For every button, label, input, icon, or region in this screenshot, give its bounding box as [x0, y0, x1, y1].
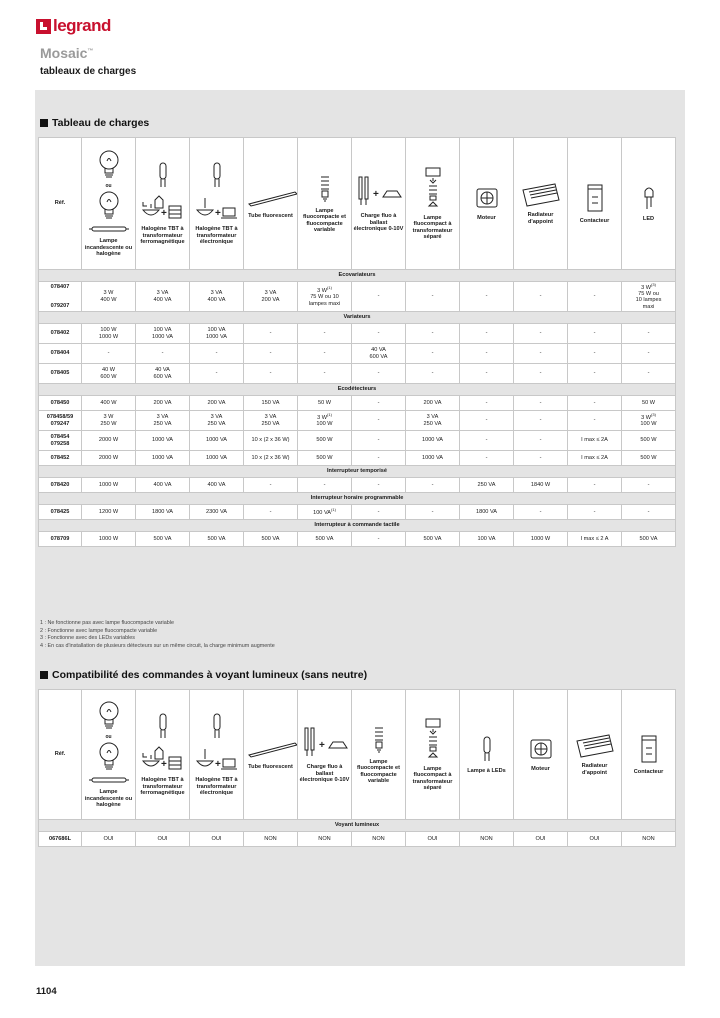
ref-cell: 078458/59 079247: [39, 411, 82, 431]
value-cell: 3 W 400 W: [82, 282, 136, 312]
value-cell: -: [190, 344, 244, 364]
value-cell: -: [460, 431, 514, 451]
table-row: [39, 364, 676, 384]
value-cell: I max ≤ 2A: [568, 431, 622, 451]
value-cell: 50 W: [298, 396, 352, 411]
svg-text:+: +: [160, 207, 167, 219]
value-cell: 3 VA 250 VA: [406, 411, 460, 431]
value-cell: -: [568, 344, 622, 364]
load-table: [38, 137, 676, 547]
ref-header: Réf.: [39, 138, 82, 270]
value-cell: 10 x (2 x 36 W): [244, 451, 298, 466]
value-cell: -: [352, 532, 406, 547]
value-cell: 150 VA: [244, 396, 298, 411]
ref-cell: 078425: [39, 505, 82, 520]
value-cell: 500 W: [622, 451, 676, 466]
table-row: [39, 324, 676, 344]
value-cell: 1000 VA: [136, 431, 190, 451]
electronic-transformer-icon: [191, 745, 242, 775]
value-cell: 100 VA$^{(1)}$: [298, 505, 352, 520]
svg-text:+: +: [214, 758, 221, 770]
value-cell: 40 VA 600 VA: [136, 364, 190, 384]
value-cell: 1000 VA: [190, 451, 244, 466]
column-header: [352, 138, 406, 270]
column-header: [460, 690, 514, 820]
value-cell: 3 VA 200 VA: [244, 282, 298, 312]
electronic-transformer-icon: [191, 194, 242, 224]
value-cell: 3 VA 400 VA: [136, 282, 190, 312]
value-cell: -: [352, 282, 406, 312]
value-cell: -: [460, 364, 514, 384]
value-cell: 3 VA 250 VA: [136, 411, 190, 431]
value-cell: -: [352, 364, 406, 384]
column-header: [244, 690, 298, 820]
value-cell: -: [244, 505, 298, 520]
radiator-icon: [569, 733, 620, 761]
table-row: [39, 478, 676, 493]
footnote: 3 : Fonctionne avec des LEDs variables: [40, 635, 135, 642]
value-cell: 200 VA: [190, 396, 244, 411]
column-header-label: Tube fluorescent: [248, 212, 293, 219]
value-cell: 1000 W: [82, 478, 136, 493]
value-cell: 200 VA: [136, 396, 190, 411]
column-header: [460, 138, 514, 270]
value-cell: 100 VA: [460, 532, 514, 547]
column-header-label: Tube fluorescent: [248, 763, 293, 770]
compact-fluorescent-icon: [299, 173, 350, 205]
footnotes: [40, 620, 275, 650]
column-header: [82, 138, 136, 270]
column-header-label: Lampe incandescente ou halogène: [84, 789, 133, 809]
brand-logo: [36, 16, 111, 36]
column-header: [82, 690, 136, 820]
value-cell: 50 W: [622, 396, 676, 411]
value-cell: 400 VA: [136, 478, 190, 493]
column-header: [514, 690, 568, 820]
halogen-tube-icon: [83, 224, 134, 236]
table-row: [39, 411, 676, 431]
column-header: [298, 138, 352, 270]
halogen-capsule-icon: [191, 712, 242, 742]
value-cell: -: [352, 478, 406, 493]
ferromagnetic-transformer-icon: [137, 745, 188, 775]
column-header: [406, 690, 460, 820]
value-cell: 500 VA: [244, 532, 298, 547]
category-label: Ecodétecteurs: [39, 384, 676, 396]
ref-cell: 078420: [39, 478, 82, 493]
value-cell: -: [244, 344, 298, 364]
value-cell: -: [514, 451, 568, 466]
svg-text:+: +: [319, 739, 325, 751]
value-cell: -: [460, 324, 514, 344]
value-cell: -: [622, 344, 676, 364]
value-cell: 100 VA 1000 VA: [190, 324, 244, 344]
value-cell: 3 $W^{(3)}$ 75 W ou 10 lampes maxi: [622, 282, 676, 312]
value-cell: -: [406, 282, 460, 312]
value-cell: -: [406, 344, 460, 364]
brand-name: legrand: [53, 16, 111, 35]
value-cell: 500 VA: [190, 532, 244, 547]
svg-text:+: +: [373, 188, 379, 200]
column-header: [136, 690, 190, 820]
motor-icon: [515, 737, 566, 763]
value-cell: 250 VA: [460, 478, 514, 493]
value-cell: -: [568, 396, 622, 411]
value-cell: -: [298, 324, 352, 344]
value-cell: -: [568, 505, 622, 520]
value-cell: 100 W 1000 W: [82, 324, 136, 344]
value-cell: -: [514, 411, 568, 431]
value-cell: 3 VA 250 VA: [190, 411, 244, 431]
column-header: [190, 690, 244, 820]
ref-cell: 067686L: [39, 832, 82, 847]
value-cell: -: [352, 396, 406, 411]
page-subtitle: tableaux de charges: [40, 66, 137, 77]
value-cell: NON: [352, 832, 406, 847]
value-cell: OUI: [514, 832, 568, 847]
header-row: [39, 690, 676, 820]
value-cell: OUI: [568, 832, 622, 847]
value-cell: 500 VA: [136, 532, 190, 547]
value-cell: 100 VA 1000 VA: [136, 324, 190, 344]
value-cell: -: [298, 478, 352, 493]
value-cell: OUI: [406, 832, 460, 847]
column-header: [568, 690, 622, 820]
value-cell: OUI: [190, 832, 244, 847]
table-row: [39, 282, 676, 312]
value-cell: -: [244, 324, 298, 344]
value-cell: NON: [622, 832, 676, 847]
value-cell: -: [514, 364, 568, 384]
ref-header: Réf.: [39, 690, 82, 820]
value-cell: -: [352, 431, 406, 451]
value-cell: -: [82, 344, 136, 364]
value-cell: 1000 W: [82, 532, 136, 547]
value-cell: 3 VA 250 VA: [244, 411, 298, 431]
column-header-label: Charge fluo à ballast électronique 0-10V: [353, 213, 404, 232]
value-cell: 2000 W: [82, 451, 136, 466]
category-label: Variateurs: [39, 312, 676, 324]
category-row: [39, 493, 676, 505]
value-cell: 1000 VA: [406, 431, 460, 451]
value-cell: -: [136, 344, 190, 364]
value-cell: 500 VA: [406, 532, 460, 547]
category-label: Interrupteur à commande tactile: [39, 520, 676, 532]
value-cell: -: [622, 478, 676, 493]
value-cell: -: [352, 324, 406, 344]
value-cell: 500 W: [298, 431, 352, 451]
value-cell: 200 VA: [406, 396, 460, 411]
ref-cell: 078452: [39, 451, 82, 466]
value-cell: 500 VA: [622, 532, 676, 547]
contactor-icon: [569, 183, 620, 215]
value-cell: 40 W 600 W: [82, 364, 136, 384]
value-cell: 10 x (2 x 36 W): [244, 431, 298, 451]
value-cell: 1000 VA: [406, 451, 460, 466]
value-cell: -: [298, 364, 352, 384]
category-row: [39, 520, 676, 532]
incandescent-bulb-icon: [83, 700, 134, 732]
column-header-label: Lampe fluocompact à transformateur séparé: [412, 214, 453, 241]
value-cell: NON: [460, 832, 514, 847]
led-lamp-icon: [461, 735, 512, 765]
column-header: [514, 138, 568, 270]
value-cell: 1200 W: [82, 505, 136, 520]
column-header-label: Halogène TBT à transformateur ferromagnétique: [140, 777, 185, 797]
footnote: 4 : En cas d'installation de plusieurs détecteurs sur un même circuit, la charge minimum augmente: [40, 642, 275, 649]
value-cell: -: [352, 411, 406, 431]
value-cell: I max ≤ 2 A: [568, 532, 622, 547]
value-cell: NON: [298, 832, 352, 847]
value-cell: -: [460, 282, 514, 312]
svg-text:+: +: [214, 207, 221, 219]
value-cell: -: [514, 505, 568, 520]
column-header-label: Lampe fluocompacte et fluocompacte variable: [357, 758, 400, 785]
value-cell: -: [568, 478, 622, 493]
halogen-tube-icon: [83, 775, 134, 787]
column-header-label: Lampe à LEDs: [467, 767, 506, 774]
value-cell: 500 W: [298, 451, 352, 466]
footnote: 1 : Ne fonctionne pas avec lampe fluocompacte variable: [40, 620, 174, 626]
value-cell: 1000 VA: [136, 451, 190, 466]
value-cell: -: [514, 324, 568, 344]
column-header-label: Lampe fluocompact à transformateur séparé: [412, 765, 453, 792]
column-header-label: Contacteur: [579, 217, 610, 224]
ou-label: ou: [105, 733, 112, 740]
value-cell: 1800 VA: [136, 505, 190, 520]
incandescent-bulb-icon: [83, 149, 134, 181]
halogen-capsule-icon: [191, 161, 242, 191]
ref-cell: 078404: [39, 344, 82, 364]
cfl-transformer-icon: [407, 166, 458, 212]
ref-cell: 078402: [39, 324, 82, 344]
value-cell: 1840 W: [514, 478, 568, 493]
compact-fluorescent-icon: [353, 724, 404, 756]
column-header: [622, 138, 676, 270]
value-cell: -: [244, 364, 298, 384]
value-cell: 3 $W^{(1)}$ 75 W ou 10 lampes maxi: [298, 282, 352, 312]
column-header: [244, 138, 298, 270]
value-cell: -: [514, 282, 568, 312]
legrand-logo-icon: [36, 19, 51, 34]
category-row: [39, 270, 676, 282]
section-title-compatibility: Compatibilité des commandes à voyant lumineux (sans neutre): [40, 669, 367, 681]
column-header: [622, 690, 676, 820]
halogen-bulb-icon: [83, 741, 134, 773]
value-cell: -: [406, 478, 460, 493]
category-row: [39, 312, 676, 324]
ballast-icon: [299, 726, 350, 762]
value-cell: -: [352, 505, 406, 520]
motor-icon: [461, 186, 512, 212]
fluorescent-tube-icon: [245, 739, 296, 761]
halogen-capsule-icon: [137, 161, 188, 191]
contactor-icon: [623, 734, 674, 766]
value-cell: 3 $W^{(3)}$ 100 W: [622, 411, 676, 431]
column-header: [406, 138, 460, 270]
header-row: [39, 138, 676, 270]
value-cell: -: [460, 451, 514, 466]
value-cell: 500 VA: [298, 532, 352, 547]
value-cell: 3 W 250 W: [82, 411, 136, 431]
halogen-bulb-icon: [83, 190, 134, 222]
value-cell: -: [460, 344, 514, 364]
category-label: Ecovariateurs: [39, 270, 676, 282]
ferromagnetic-transformer-icon: [137, 194, 188, 224]
value-cell: -: [622, 364, 676, 384]
column-header-label: Moteur: [531, 765, 550, 772]
cfl-transformer-icon: [407, 717, 458, 763]
ref-cell: 078405: [39, 364, 82, 384]
table-row: [39, 532, 676, 547]
table-row: [39, 396, 676, 411]
value-cell: -: [514, 431, 568, 451]
value-cell: -: [352, 451, 406, 466]
table-row: [39, 431, 676, 451]
category-row: [39, 466, 676, 478]
value-cell: -: [298, 344, 352, 364]
value-cell: -: [244, 478, 298, 493]
value-cell: 400 W: [82, 396, 136, 411]
column-header: [352, 690, 406, 820]
value-cell: 1000 VA: [190, 431, 244, 451]
value-cell: -: [406, 364, 460, 384]
value-cell: 3 VA 400 VA: [190, 282, 244, 312]
ref-cell: 078454 079258: [39, 431, 82, 451]
column-header-label: Charge fluo à ballast électronique 0-10V: [299, 764, 350, 783]
column-header: [298, 690, 352, 820]
radiator-icon: [515, 182, 566, 210]
value-cell: 3 $W^{(1)}$ 100 W: [298, 411, 352, 431]
section-title-charges: Tableau de charges: [40, 117, 149, 129]
column-header: [136, 138, 190, 270]
ou-label: ou: [105, 182, 112, 189]
product-name: Mosaic™: [40, 45, 94, 61]
value-cell: -: [190, 364, 244, 384]
value-cell: -: [568, 411, 622, 431]
compatibility-table: [38, 689, 676, 847]
column-header-label: Halogène TBT à transformateur ferromagnétique: [140, 226, 185, 246]
column-header-label: Halogène TBT à transformateur électronique: [195, 777, 238, 797]
value-cell: 1800 VA: [460, 505, 514, 520]
value-cell: -: [460, 396, 514, 411]
table-row: [39, 832, 676, 847]
value-cell: OUI: [136, 832, 190, 847]
value-cell: -: [568, 364, 622, 384]
value-cell: -: [568, 324, 622, 344]
column-header-label: Moteur: [477, 214, 496, 221]
value-cell: OUI: [82, 832, 136, 847]
column-header-label: Halogène TBT à transformateur électronique: [195, 226, 238, 246]
table-row: [39, 451, 676, 466]
value-cell: -: [514, 344, 568, 364]
ref-cell: 078407 079207: [39, 282, 82, 312]
column-header-label: Lampe incandescente ou halogène: [84, 238, 133, 258]
column-header-label: Radiateur d'appoint: [581, 763, 608, 776]
category-label: Voyant lumineux: [39, 820, 676, 832]
value-cell: -: [406, 324, 460, 344]
halogen-capsule-icon: [137, 712, 188, 742]
ballast-icon: [353, 175, 404, 211]
column-header: [190, 138, 244, 270]
table-row: [39, 344, 676, 364]
value-cell: 500 W: [622, 431, 676, 451]
led-icon: [623, 185, 674, 213]
ref-cell: 078709: [39, 532, 82, 547]
column-header-label: Radiateur d'appoint: [527, 212, 554, 225]
value-cell: NON: [244, 832, 298, 847]
value-cell: 400 VA: [190, 478, 244, 493]
footnote: 2 : Fonctionne avec lampe fluocompacte variable: [40, 627, 158, 634]
value-cell: -: [568, 282, 622, 312]
fluorescent-tube-icon: [245, 188, 296, 210]
column-header-label: LED: [642, 215, 655, 222]
column-header-label: Contacteur: [633, 768, 664, 775]
page-number: 1104: [36, 986, 57, 997]
value-cell: -: [460, 411, 514, 431]
category-label: Interrupteur horaire programmable: [39, 493, 676, 505]
ref-cell: 078450: [39, 396, 82, 411]
column-header: [568, 138, 622, 270]
category-row: [39, 820, 676, 832]
value-cell: -: [406, 505, 460, 520]
value-cell: 40 VA 600 VA: [352, 344, 406, 364]
column-header-label: Lampe fluocompacte et fluocompacte variable: [303, 207, 346, 234]
table-row: [39, 505, 676, 520]
value-cell: 2000 W: [82, 431, 136, 451]
value-cell: -: [622, 324, 676, 344]
value-cell: I max ≤ 2A: [568, 451, 622, 466]
category-label: Interrupteur temporisé: [39, 466, 676, 478]
svg-text:+: +: [160, 758, 167, 770]
value-cell: -: [514, 396, 568, 411]
category-row: [39, 384, 676, 396]
value-cell: 2300 VA: [190, 505, 244, 520]
value-cell: 1000 W: [514, 532, 568, 547]
value-cell: -: [622, 505, 676, 520]
